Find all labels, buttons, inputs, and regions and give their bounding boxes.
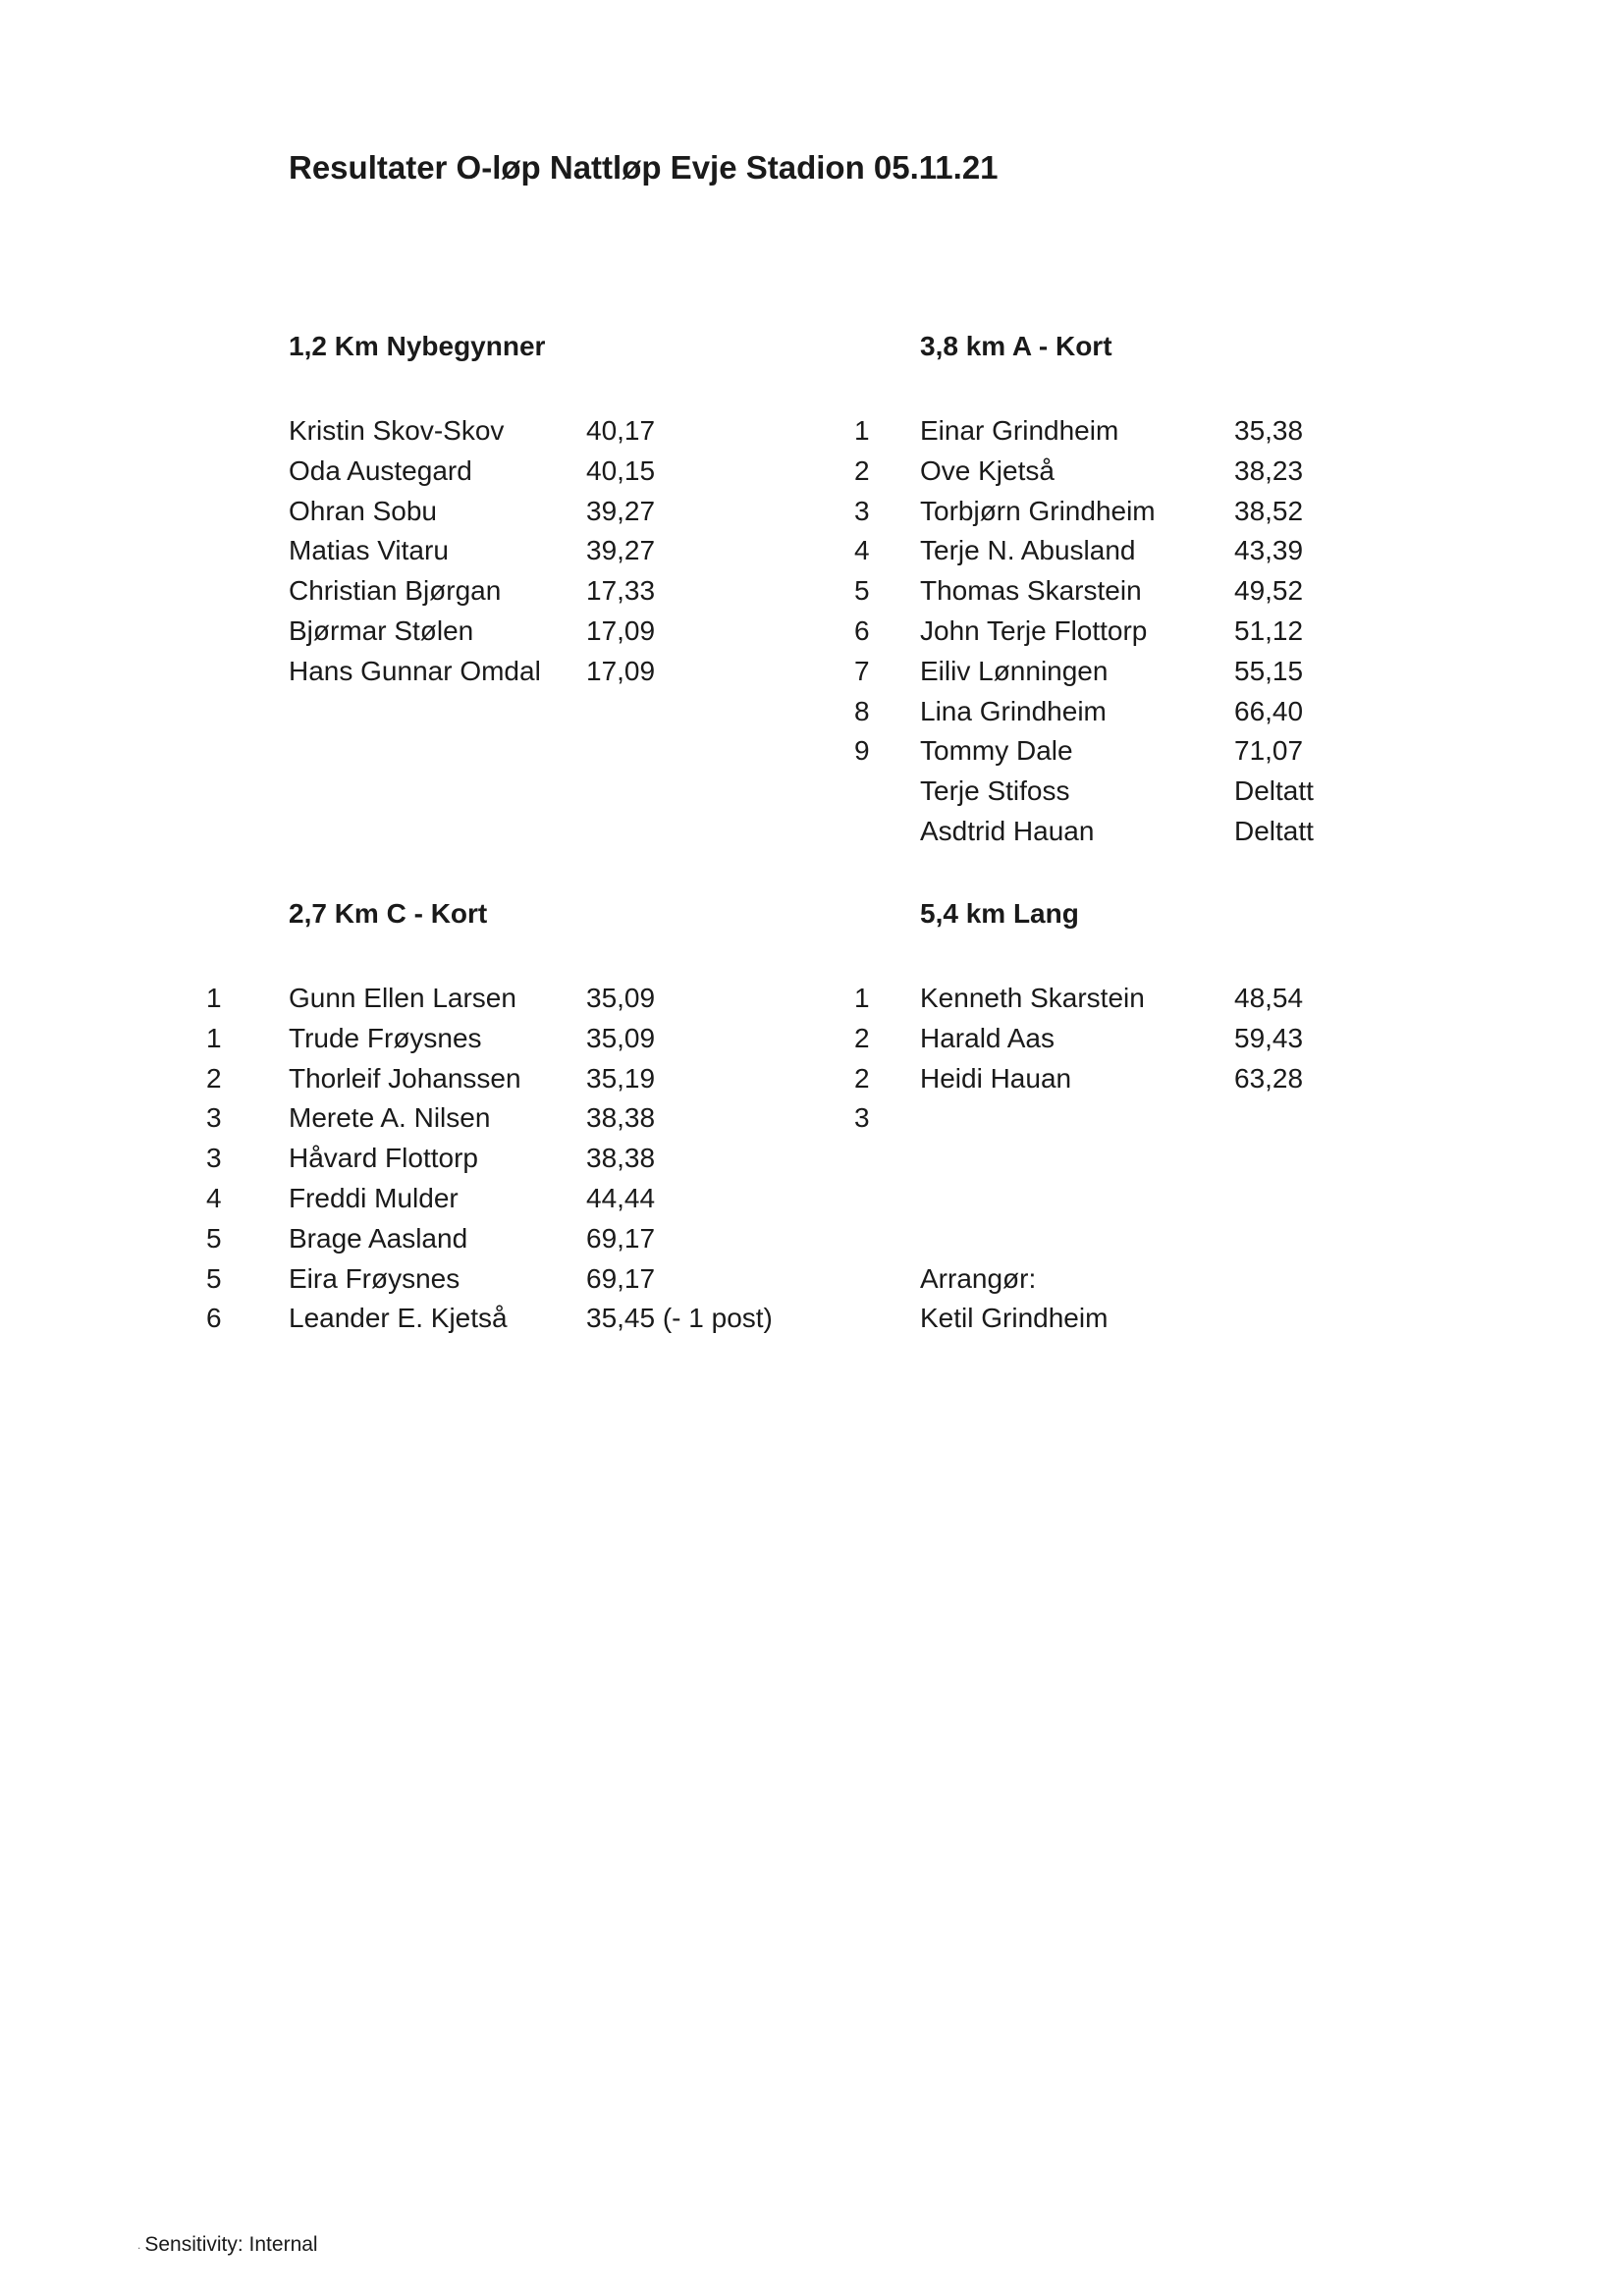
result-row xyxy=(0,535,1624,574)
result-time: 59,43 xyxy=(1234,1022,1304,1053)
result-place: 3 xyxy=(206,1102,222,1134)
result-row xyxy=(0,1263,1624,1303)
result-time: 35,19 xyxy=(586,1062,656,1094)
result-place: 2 xyxy=(206,1062,222,1094)
result-time: 17,09 xyxy=(586,655,656,686)
result-place: 3 xyxy=(854,495,870,526)
result-place: 1 xyxy=(206,983,222,1013)
result-name: Terje Stifoss xyxy=(920,775,1070,807)
result-time: 66,40 xyxy=(1234,695,1304,726)
result-row xyxy=(0,415,1624,454)
result-place: 3 xyxy=(854,1102,870,1134)
result-row xyxy=(0,1102,1624,1142)
result-name: Gunn Ellen Larsen xyxy=(289,983,516,1013)
result-name: Ohran Sobu xyxy=(289,495,437,526)
result-time: 51,12 xyxy=(1234,615,1304,646)
result-name: Leander E. Kjetså xyxy=(289,1303,508,1334)
result-place: 2 xyxy=(854,1022,870,1053)
result-name: Eiliv Lønningen xyxy=(920,655,1109,686)
sensitivity-text: Sensitivity: Internal xyxy=(144,2233,318,2256)
result-place: 2 xyxy=(854,1062,870,1094)
result-row xyxy=(0,496,1624,535)
result-name: Asdtrid Hauan xyxy=(920,816,1095,846)
result-row xyxy=(0,455,1624,495)
page-title: Resultater O-løp Nattløp Evje Stadion 05.11.21 xyxy=(289,149,999,186)
result-name: Harald Aas xyxy=(920,1022,1055,1053)
result-time: 71,07 xyxy=(1234,735,1304,767)
result-name: Håvard Flottorp xyxy=(289,1143,478,1174)
result-name: Ove Kjetså xyxy=(920,454,1055,486)
result-name: Hans Gunnar Omdal xyxy=(289,655,541,686)
result-time: 39,27 xyxy=(586,495,656,526)
section-lang xyxy=(0,898,1624,1350)
result-name: Merete A. Nilsen xyxy=(289,1102,491,1134)
result-row xyxy=(0,1303,1624,1342)
result-time: 38,38 xyxy=(586,1143,656,1174)
result-row xyxy=(0,575,1624,614)
result-place: 5 xyxy=(206,1262,222,1294)
result-name: Bjørmar Stølen xyxy=(289,615,474,646)
result-place: 4 xyxy=(854,535,870,566)
section-a-kort xyxy=(0,331,1624,861)
result-place: 5 xyxy=(206,1222,222,1254)
result-time: 38,52 xyxy=(1234,495,1304,526)
result-name: Ketil Grindheim xyxy=(920,1303,1109,1334)
result-row xyxy=(0,816,1624,855)
result-time: 35,09 xyxy=(586,983,656,1013)
result-place: 3 xyxy=(206,1143,222,1174)
result-row xyxy=(0,1143,1624,1182)
result-name: Terje N. Abusland xyxy=(920,535,1136,566)
section-heading: 1,2 Km Nybegynner xyxy=(289,331,546,361)
result-place: 1 xyxy=(854,983,870,1013)
result-row xyxy=(0,775,1624,815)
result-time: 40,15 xyxy=(586,454,656,486)
result-row xyxy=(0,615,1624,655)
result-time: 49,52 xyxy=(1234,575,1304,607)
result-row xyxy=(0,1023,1624,1062)
result-name: Tommy Dale xyxy=(920,735,1073,767)
result-time: 63,28 xyxy=(1234,1062,1304,1094)
result-name: Thorleif Johanssen xyxy=(289,1062,521,1094)
result-time: 35,45 (- 1 post) xyxy=(586,1303,773,1334)
result-time: 35,09 xyxy=(586,1022,656,1053)
result-name: Einar Grindheim xyxy=(920,415,1119,446)
bullet-icon: . xyxy=(137,2238,141,2253)
result-name: Heidi Hauan xyxy=(920,1062,1072,1094)
result-time: 38,38 xyxy=(586,1102,656,1134)
result-name: Brage Aasland xyxy=(289,1222,468,1254)
result-name: Trude Frøysnes xyxy=(289,1022,482,1053)
section-heading: 5,4 km Lang xyxy=(920,898,1079,929)
result-time: 40,17 xyxy=(586,415,656,446)
result-row xyxy=(0,1063,1624,1102)
result-name: John Terje Flottorp xyxy=(920,615,1148,646)
result-row xyxy=(0,983,1624,1022)
result-place: 8 xyxy=(854,695,870,726)
result-place: 5 xyxy=(854,575,870,607)
sensitivity-label xyxy=(137,2233,318,2257)
result-place: 1 xyxy=(854,415,870,446)
result-time: 69,17 xyxy=(586,1262,656,1294)
result-time: Deltatt xyxy=(1234,775,1314,807)
result-name: Arrangør: xyxy=(920,1262,1037,1294)
result-time: 43,39 xyxy=(1234,535,1304,566)
result-place: 9 xyxy=(854,735,870,767)
result-time: 44,44 xyxy=(586,1183,656,1213)
result-time: 39,27 xyxy=(586,535,656,566)
result-time: 69,17 xyxy=(586,1222,656,1254)
result-place: 4 xyxy=(206,1183,222,1213)
result-time: 48,54 xyxy=(1234,983,1304,1013)
result-row xyxy=(0,1183,1624,1222)
result-place: 1 xyxy=(206,1022,222,1053)
result-name: Christian Bjørgan xyxy=(289,575,502,607)
result-name: Freddi Mulder xyxy=(289,1183,459,1213)
result-name: Oda Austegard xyxy=(289,454,472,486)
result-time: 38,23 xyxy=(1234,454,1304,486)
result-time: 17,33 xyxy=(586,575,656,607)
result-place: 6 xyxy=(854,615,870,646)
result-name: Eira Frøysnes xyxy=(289,1262,460,1294)
result-name: Lina Grindheim xyxy=(920,695,1107,726)
result-name: Kristin Skov-Skov xyxy=(289,415,505,446)
result-row xyxy=(0,735,1624,774)
result-name: Kenneth Skarstein xyxy=(920,983,1145,1013)
result-name: Torbjørn Grindheim xyxy=(920,495,1156,526)
result-place: 7 xyxy=(854,655,870,686)
result-name: Thomas Skarstein xyxy=(920,575,1142,607)
result-place: 2 xyxy=(854,454,870,486)
section-heading: 3,8 km A - Kort xyxy=(920,331,1112,361)
result-time: 17,09 xyxy=(586,615,656,646)
result-time: Deltatt xyxy=(1234,816,1314,846)
result-name: Matias Vitaru xyxy=(289,535,449,566)
result-row xyxy=(0,1223,1624,1262)
result-row xyxy=(0,696,1624,735)
result-row xyxy=(0,656,1624,695)
result-time: 55,15 xyxy=(1234,655,1304,686)
result-place: 6 xyxy=(206,1303,222,1334)
section-heading: 2,7 Km C - Kort xyxy=(289,898,488,929)
result-time: 35,38 xyxy=(1234,415,1304,446)
